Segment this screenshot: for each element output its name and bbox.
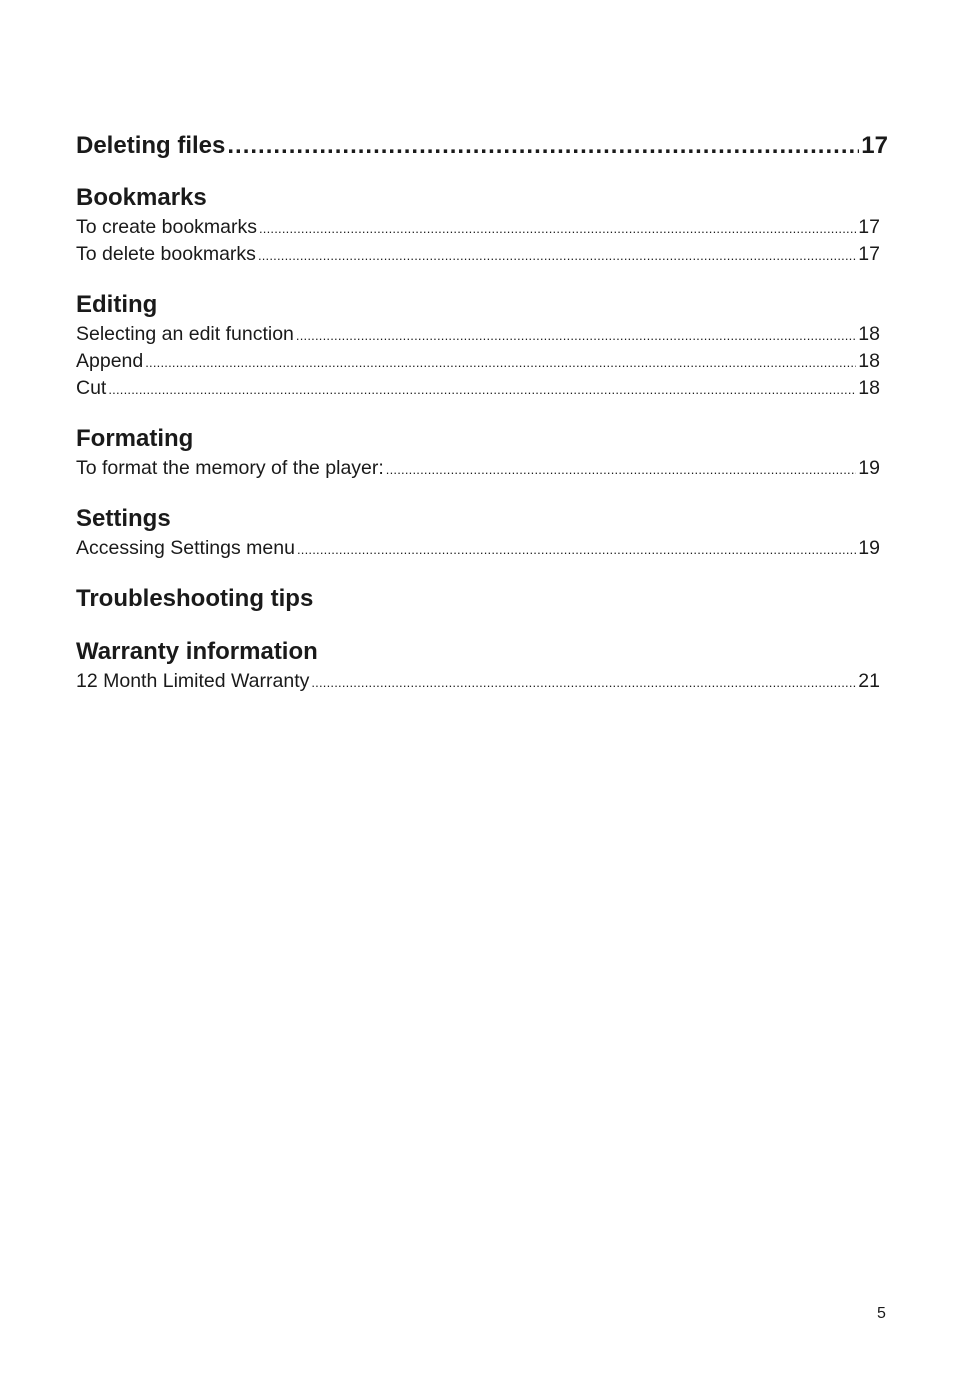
dot-leader: [311, 669, 856, 696]
dot-leader: [259, 215, 856, 242]
dot-leader: [297, 536, 856, 563]
dot-leader: [227, 132, 859, 160]
section-title[interactable]: Bookmarks: [76, 184, 207, 211]
toc-entry[interactable]: [76, 241, 880, 268]
section-title[interactable]: Troubleshooting tips: [76, 585, 314, 612]
toc-entry-label: To create bookmarks: [76, 216, 257, 238]
toc-section-warranty: [76, 636, 888, 695]
toc-entry-label: Selecting an edit function: [76, 323, 294, 345]
table-of-contents: [76, 132, 888, 716]
section-title[interactable]: Settings: [76, 505, 171, 532]
toc-entry-page: 17: [858, 216, 880, 238]
toc-entry-page: 18: [858, 350, 880, 372]
toc-entry-page: 19: [858, 537, 880, 559]
toc-entry-deleting-files[interactable]: [76, 132, 888, 166]
toc-entry[interactable]: [76, 375, 880, 402]
toc-entry[interactable]: [76, 668, 880, 695]
page-number: 5: [877, 1305, 886, 1322]
section-title[interactable]: Editing: [76, 291, 158, 318]
toc-entry-page: 21: [858, 670, 880, 692]
toc-entry[interactable]: [76, 214, 880, 241]
toc-entry-label: Append: [76, 350, 144, 372]
dot-leader: [258, 242, 856, 269]
section-title[interactable]: Formating: [76, 425, 194, 452]
toc-entry-page: 18: [858, 377, 880, 399]
toc-entry-label: Cut: [76, 377, 107, 399]
toc-entry[interactable]: [76, 535, 880, 562]
dot-leader: [145, 349, 856, 376]
toc-entry-page: 17: [861, 132, 888, 159]
toc-entry-label: To format the memory of the player:: [76, 457, 384, 479]
toc-section-troubleshooting: [76, 583, 888, 615]
toc-entry-page: 19: [858, 457, 880, 479]
toc-entry[interactable]: [76, 455, 880, 482]
toc-entry[interactable]: [76, 348, 880, 375]
toc-entry-label: 12 Month Limited Warranty: [76, 670, 310, 692]
toc-section-editing: [76, 289, 888, 402]
toc-section-bookmarks: [76, 182, 888, 268]
section-title[interactable]: Warranty information: [76, 638, 318, 665]
dot-leader: [296, 322, 856, 349]
toc-entry-label: Deleting files: [76, 132, 226, 159]
toc-section-settings: [76, 503, 888, 562]
toc-entry-page: 17: [858, 243, 880, 265]
toc-entry-label: To delete bookmarks: [76, 243, 256, 265]
toc-entry-page: 18: [858, 323, 880, 345]
dot-leader: [108, 376, 856, 403]
toc-section-formating: [76, 423, 888, 482]
toc-entry-label: Accessing Settings menu: [76, 537, 295, 559]
dot-leader: [386, 456, 857, 483]
toc-entry[interactable]: [76, 321, 880, 348]
